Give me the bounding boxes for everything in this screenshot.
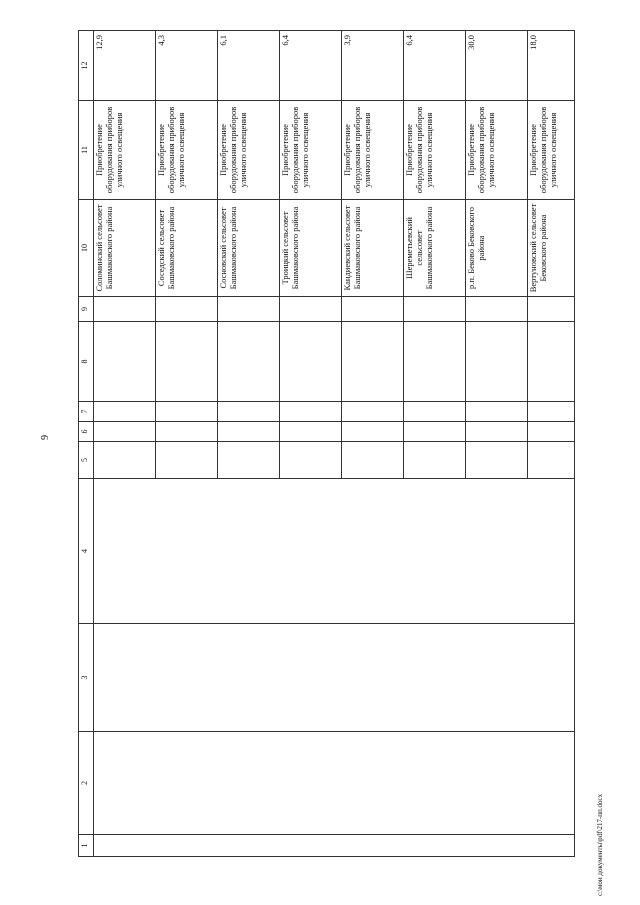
cell-col9	[280, 297, 342, 322]
cell-col8	[466, 322, 528, 402]
cell-col5	[528, 442, 575, 479]
cell-col7	[466, 402, 528, 422]
cell-col8	[342, 322, 404, 402]
cell-col7	[156, 402, 218, 422]
col-num-9: 9	[79, 297, 94, 322]
cell-col5	[466, 442, 528, 479]
cell-col9	[528, 297, 575, 322]
purpose-cell: Приобретение оборудования приборов уличного освещения	[280, 101, 342, 200]
territory-cell: Вертуновский сельсовет Бековского района	[528, 200, 575, 297]
amount-cell: 6,1	[218, 31, 280, 101]
footer-file-path: c:\мои документы\pdf\217-пп.docx	[596, 793, 604, 896]
cell-col8	[94, 322, 156, 402]
cell-col6	[280, 422, 342, 442]
col-num-10: 10	[79, 200, 94, 297]
purpose-cell: Приобретение оборудования приборов уличного освещения	[218, 101, 280, 200]
cell-col9	[466, 297, 528, 322]
cell-col5	[218, 442, 280, 479]
cell-col7	[342, 402, 404, 422]
cell-col6	[528, 422, 575, 442]
cell-col9	[404, 297, 466, 322]
purpose-cell: Приобретение оборудования приборов уличного освещения	[466, 101, 528, 200]
col-num-1: 1	[79, 835, 94, 857]
territory-cell: р.п. Беково Бековского района	[466, 200, 528, 297]
purpose-cell: Приобретение оборудования приборов уличного освещения	[528, 101, 575, 200]
territory-cell: Сосновский сельсовет Башмаковского района	[218, 200, 280, 297]
amount-cell: 30,0	[466, 31, 528, 101]
purpose-cell: Приобретение оборудования приборов уличного освещения	[404, 101, 466, 200]
cell-col9	[94, 297, 156, 322]
cell-col6	[342, 422, 404, 442]
column-number-row	[79, 31, 94, 857]
col-num-6: 6	[79, 422, 94, 442]
cell-col7	[528, 402, 575, 422]
cell-col7	[280, 402, 342, 422]
page-number: 9	[40, 435, 51, 440]
col-num-2: 2	[79, 732, 94, 835]
territory-cell: Шереметьевский сельсовет Башмаковского района	[404, 200, 466, 297]
cell-col6	[466, 422, 528, 442]
amount-cell: 6,4	[404, 31, 466, 101]
cell-col4	[94, 479, 575, 624]
cell-col6	[94, 422, 156, 442]
cell-col9	[342, 297, 404, 322]
col-num-8: 8	[79, 322, 94, 402]
col-num-7: 7	[79, 402, 94, 422]
purpose-cell: Приобретение оборудования приборов уличного освещения	[94, 101, 156, 200]
cell-col1	[94, 835, 575, 857]
cell-col6	[218, 422, 280, 442]
cell-col8	[528, 322, 575, 402]
cell-col5	[342, 442, 404, 479]
col-num-12: 12	[79, 31, 94, 101]
territory-cell: Кандиевский сельсовет Башмаковского района	[342, 200, 404, 297]
col-num-3: 3	[79, 624, 94, 732]
col-num-5: 5	[79, 442, 94, 479]
cell-col3	[94, 624, 575, 732]
territory-cell: Соседский сельсовет Башмаковского района	[156, 200, 218, 297]
territory-cell: Соломинский сельсовет Башмаковского района	[94, 200, 156, 297]
amount-cell: 4,3	[156, 31, 218, 101]
col-num-11: 11	[79, 101, 94, 200]
cell-col5	[94, 442, 156, 479]
cell-col8	[218, 322, 280, 402]
table-row	[94, 31, 156, 857]
territory-cell: Троицкий сельсовет Башмаковского района	[280, 200, 342, 297]
purpose-cell: Приобретение оборудования приборов уличного освещения	[156, 101, 218, 200]
amount-cell: 3,9	[342, 31, 404, 101]
cell-col9	[156, 297, 218, 322]
amount-cell: 18,0	[528, 31, 575, 101]
cell-col7	[218, 402, 280, 422]
cell-col9	[218, 297, 280, 322]
cell-col6	[404, 422, 466, 442]
cell-col8	[280, 322, 342, 402]
cell-col7	[94, 402, 156, 422]
cell-col5	[404, 442, 466, 479]
amount-cell: 6,4	[280, 31, 342, 101]
amount-cell: 12,9	[94, 31, 156, 101]
cell-col6	[156, 422, 218, 442]
cell-col5	[280, 442, 342, 479]
cell-col5	[156, 442, 218, 479]
cell-col8	[156, 322, 218, 402]
rotated-sheet	[78, 31, 575, 857]
funding-table	[78, 30, 575, 857]
cell-col7	[404, 402, 466, 422]
col-num-4: 4	[79, 479, 94, 624]
purpose-cell: Приобретение оборудования приборов уличного освещения	[342, 101, 404, 200]
cell-col8	[404, 322, 466, 402]
cell-col2	[94, 732, 575, 835]
